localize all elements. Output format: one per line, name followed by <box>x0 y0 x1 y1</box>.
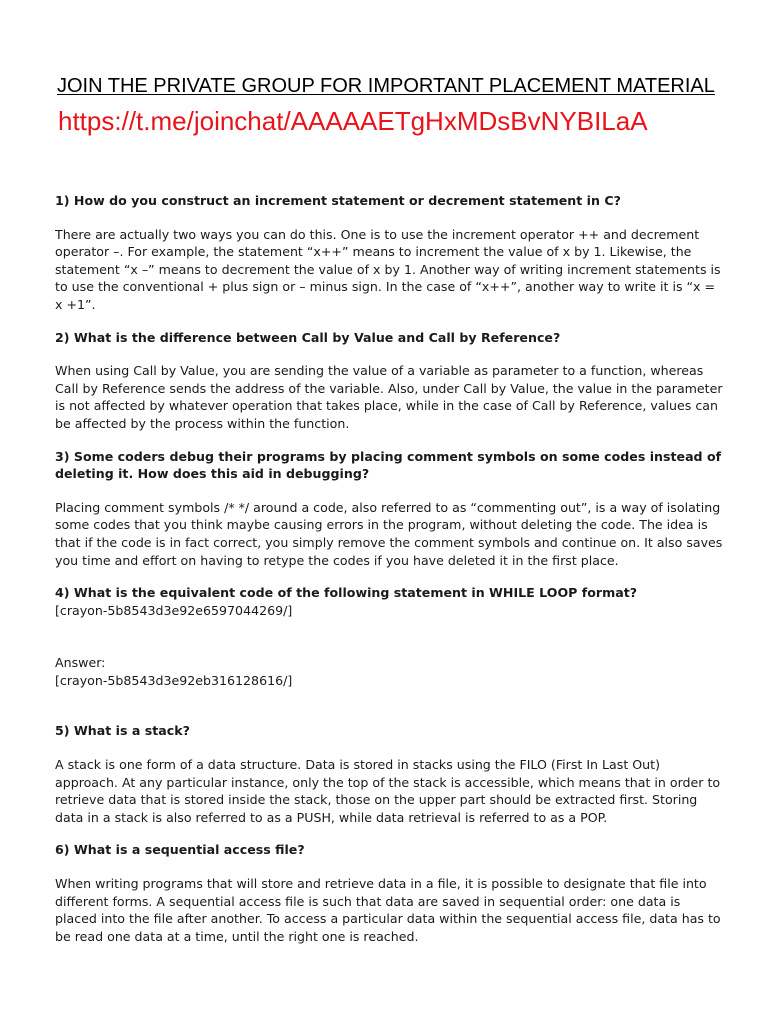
promo-banner: JOIN THE PRIVATE GROUP FOR IMPORTANT PLACEMENT MATERIAL <box>57 75 715 97</box>
answer-3: Placing comment symbols /* */ around a code, also referred to as “commenting out”, is a way of isolating some codes that you think maybe causing errors in the program, without deleting the code. The idea is that if the code is in fact correct, you simply remove the comment symbols and continue on. It also saves you time and effort on having to retype the codes if you have deleted it in the first place. <box>55 499 723 568</box>
answer-1: There are actually two ways you can do this. One is to use the increment operator ++ and decrement operator –. For example, the statement “x++” means to increment the value of x by 1. Likewise, the statement “x –” means to decrement the value of x by 1. Another way of writing increment statements is to use the conventional + plus sign or – minus sign. In the case of “x++”, another way to write it is “x = x +1”. <box>55 226 721 312</box>
question-3: 3) Some coders debug their programs by placing comment symbols on some codes instead of deleting it. How does this aid in debugging? <box>55 448 722 482</box>
code-placeholder-1: [crayon-5b8543d3e92e6597044269/] <box>55 602 293 618</box>
question-5: 5) What is a stack? <box>55 723 190 739</box>
answer-6: When writing programs that will store and retrieve data in a file, it is possible to designate that file into different forms. A sequential access file is such that data are saved in sequential order: one data is placed into the file after another. To access a particular data within the sequential access file, data has to be read one data at a time, until the right one is reached. <box>55 876 721 944</box>
answer-5: A stack is one form of a data structure. Data is stored in stacks using the FILO (First In Last Out) approach. At any particular instance, only the top of the stack is accessible, which means that in order to retrieve data that is stored inside the stack, those on the upper part should be extracted first. Storing data in a stack is also referred to as a PUSH, while data retrieval is referred to as a POP. <box>55 757 721 825</box>
question-4: 4) What is the equivalent code of the following statement in WHILE LOOP format? <box>55 585 638 601</box>
question-1: 1) How do you construct an increment statement or decrement statement in C? <box>55 193 621 208</box>
spacer <box>55 689 725 722</box>
question-2: 2) What is the difference between Call by Value and Call by Reference? <box>55 329 561 345</box>
answer-label: Answer: <box>55 655 106 671</box>
question-6: 6) What is a sequential access file? <box>55 842 305 858</box>
code-placeholder-2: [crayon-5b8543d3e92eb316128616/] <box>55 672 293 688</box>
qa-content <box>55 192 725 960</box>
answer-2: When using Call by Value, you are sending the value of a variable as parameter to a function, whereas Call by Reference sends the address of the variable. Also, under Call by Value, the value in the parameter is not affected by whatever operation that takes place, while in the case of Call by Reference, values can be affected by the process within the function. <box>55 363 723 431</box>
telegram-link[interactable]: https://t.me/joinchat/AAAAAETgHxMDsBvNYBILaA <box>58 106 648 136</box>
spacer <box>55 619 725 654</box>
